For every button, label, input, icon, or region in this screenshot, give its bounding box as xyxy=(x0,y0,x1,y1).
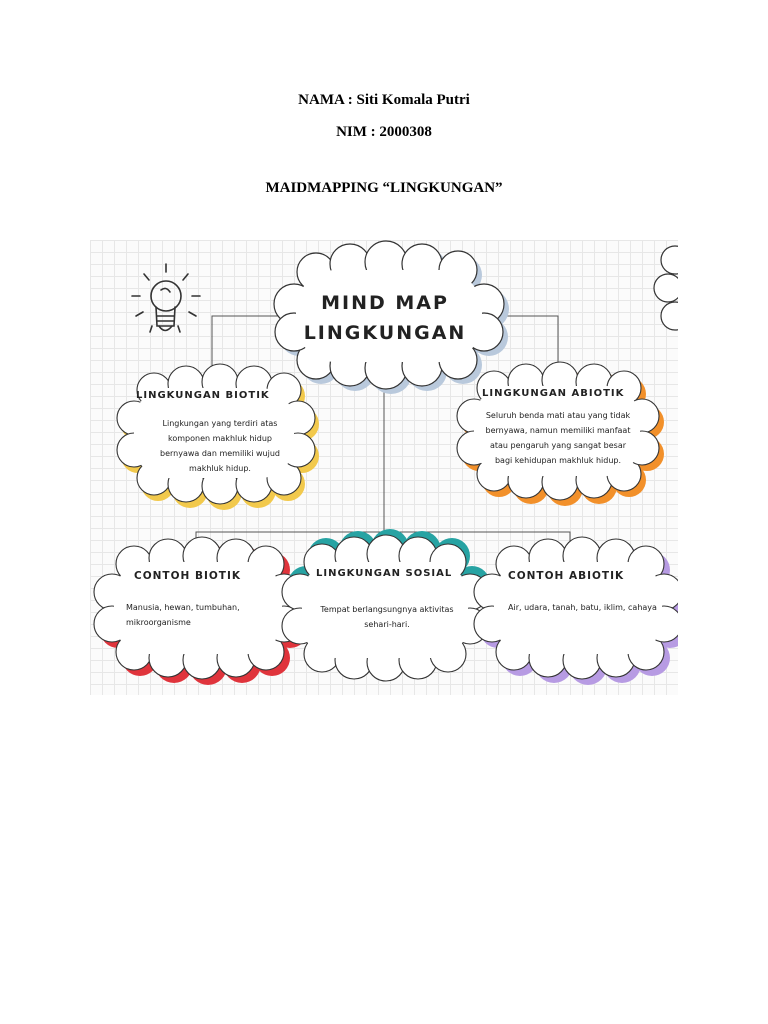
abiotik-node-title: LINGKUNGAN ABIOTIK xyxy=(482,388,625,399)
mind-map-image xyxy=(90,240,678,695)
contoh-biotik-node-title: CONTOH BIOTIK xyxy=(134,570,241,582)
biotik-node-title: LINGKUNGAN BIOTIK xyxy=(136,390,270,401)
main-title-line1: MIND MAP xyxy=(321,292,449,314)
partial-cloud-edge xyxy=(654,246,678,330)
main-title-line2: LINGKUNGAN xyxy=(303,322,467,344)
nim-value: 2000308 xyxy=(379,124,432,140)
contoh-biotik-node-text: Manusia, hewan, tumbuhan, mikroorganisme xyxy=(126,603,240,627)
name-label: NAMA : xyxy=(298,92,357,108)
lightbulb-icon xyxy=(132,264,200,332)
name-value: Siti Komala Putri xyxy=(356,92,470,108)
sosial-node-title: LINGKUNGAN SOSIAL xyxy=(316,568,453,579)
document-title: MAIDMAPPING “LINGKUNGAN” xyxy=(265,180,503,196)
student-id xyxy=(0,124,768,141)
main-node-title xyxy=(290,288,480,348)
contoh-abiotik-node-text: Air, udara, tanah, batu, iklim, cahaya xyxy=(508,603,657,612)
abiotik-node-text: Seluruh benda mati atau yang tidak bernyawa, namun memiliki manfaat atau pengaruh yang sangat besar bagi kehidupan makhluk hidup. xyxy=(485,411,631,465)
biotik-node-text: Lingkungan yang terdiri atas komponen makhluk hidup bernyawa dan memiliki wujud makhluk hidup. xyxy=(160,419,280,473)
nim-label: NIM : xyxy=(336,124,380,140)
student-name xyxy=(0,92,768,109)
sosial-node-text: Tempat berlangsungnya aktivitas sehari-hari. xyxy=(320,605,454,629)
contoh-abiotik-node-title: CONTOH ABIOTIK xyxy=(508,570,625,582)
